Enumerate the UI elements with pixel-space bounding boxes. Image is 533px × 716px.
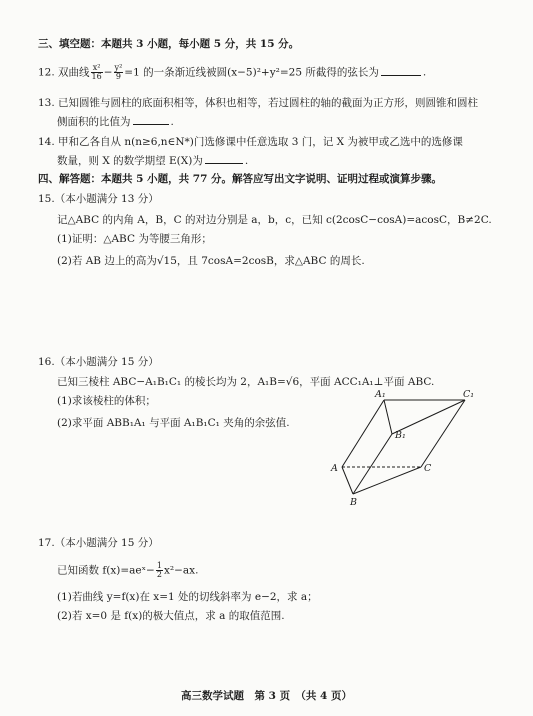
q13-line2: 侧面积的比值为 xyxy=(57,116,131,128)
q17-title: 17.（本小题满分 15 分） xyxy=(38,537,159,549)
edge-b-c xyxy=(353,467,421,494)
label-b: B xyxy=(350,497,357,508)
q12-prefix: 12. 双曲线 xyxy=(38,66,90,79)
q15-part1: (1)证明：△ABC 为等腰三角形； xyxy=(57,233,212,245)
q16-title: 16.（本小题满分 15 分） xyxy=(38,356,159,368)
q12-answer-blank[interactable] xyxy=(381,65,421,76)
section3-heading: 三、填空题：本题共 3 小题，每小题 5 分，共 15 分。 xyxy=(38,38,300,50)
q12-frac1-num: x² xyxy=(91,64,103,73)
q17-fraction xyxy=(156,562,163,579)
q15-stem: 记△ABC 的内角 A，B，C 的对边分别是 a，b，c，已知 c(2cosC−cosA)=acosC，B≠2C. xyxy=(57,214,492,226)
q12-fraction-y xyxy=(114,64,124,81)
edge-a-b xyxy=(342,467,353,494)
q14-answer-blank[interactable] xyxy=(205,153,243,164)
prism-figure xyxy=(320,388,485,508)
q16-part1: (1)求该棱柱的体积； xyxy=(57,395,156,407)
label-a1: A₁ xyxy=(375,389,386,400)
q13-line1: 13. 已知圆锥与圆柱的底面积相等，体积也相等，若过圆柱的轴的截面为正方形，则圆锥和圆柱 xyxy=(38,97,479,109)
q16-stem: 已知三棱柱 ABC−A₁B₁C₁ 的棱长均为 2，A₁B=√6，平面 ACC₁A₁⊥平面 ABC. xyxy=(57,376,435,388)
q12-suffix: =1 的一条渐近线被圆(x−5)²+y²=25 所截得的弦长为 xyxy=(124,66,379,79)
q14-end: . xyxy=(244,155,249,167)
q14-line2: 数量，则 X 的数学期望 E(X)为 xyxy=(57,155,203,167)
question-12 xyxy=(38,64,426,81)
label-a: A xyxy=(331,463,338,474)
q16-part2: (2)求平面 ABB₁A₁ 与平面 A₁B₁C₁ 夹角的余弦值. xyxy=(57,417,290,429)
edge-a1-b1 xyxy=(384,400,392,434)
q13-line2-wrap xyxy=(57,114,174,129)
q13-answer-blank[interactable] xyxy=(133,114,169,125)
q12-frac2-num: y² xyxy=(114,63,123,72)
q15-part2: (2)若 AB 边上的高为√15，且 7cosA=2cosB，求△ABC 的周长. xyxy=(57,255,365,267)
label-c: C xyxy=(424,463,432,474)
label-b1: B₁ xyxy=(395,430,406,441)
q12-end: . xyxy=(422,66,427,79)
section4-heading: 四、解答题：本题共 5 小题，共 77 分。解答应写出文字说明、证明过程或演算步骤。 xyxy=(38,173,443,185)
q12-frac1-den: 16 xyxy=(91,72,102,81)
edge-b-b1 xyxy=(353,434,392,494)
q14-line1: 14. 甲和乙各自从 n(n≥6,n∈N*)门选修课中任意选取 3 门，记 X 为被甲或乙选中的选修课 xyxy=(38,136,463,148)
label-c1: C₁ xyxy=(463,389,475,400)
q12-minus: − xyxy=(103,66,113,79)
q12-fraction-x xyxy=(91,64,103,81)
edge-a-a1 xyxy=(342,400,384,467)
q15-title: 15.（本小题满分 13 分） xyxy=(38,193,159,205)
q17-part1: (1)若曲线 y=f(x)在 x=1 处的切线斜率为 e−2，求 a； xyxy=(57,591,318,603)
q17-stem-suffix: x²−ax. xyxy=(163,564,199,577)
q14-line2-wrap xyxy=(57,153,248,168)
q17-frac-den: 2 xyxy=(156,570,162,579)
page-footer: 高三数学试题 第 3 页 （共 4 页） xyxy=(181,690,352,702)
q17-part2: (2)若 x=0 是 f(x)的极大值点，求 a 的取值范围. xyxy=(57,610,285,622)
q12-frac2-den: 9 xyxy=(115,72,121,81)
q17-frac-num: 1 xyxy=(156,561,162,570)
q17-stem xyxy=(57,562,198,579)
q13-end: . xyxy=(170,116,174,128)
q17-stem-prefix: 已知函数 f(x)=aeˣ− xyxy=(57,564,155,577)
